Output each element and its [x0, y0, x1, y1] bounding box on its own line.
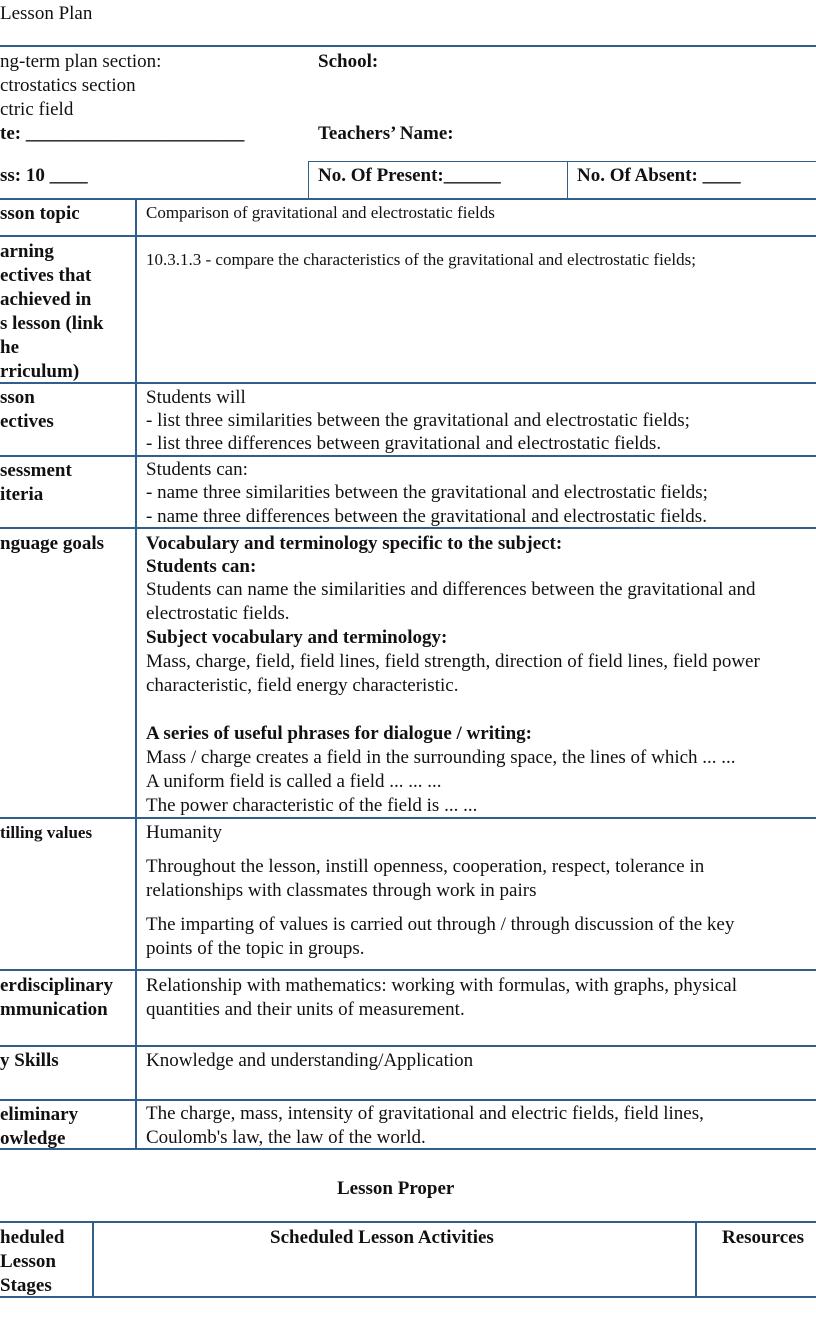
teachers-name-field: Teachers’ Name: [318, 123, 454, 144]
class-row-divider-1 [308, 161, 309, 199]
interdisciplinary-label-2: mmunication [0, 999, 108, 1020]
curriculum-objectives-label-5: he [0, 337, 19, 358]
interdisciplinary-line-2: quantities and their units of measurement. [146, 999, 465, 1020]
values-line-1: Humanity [146, 822, 222, 843]
language-line-4: characteristic, field energy characteristic. [146, 675, 459, 696]
skills-value: Knowledge and understanding/Application [146, 1050, 474, 1071]
assessment-line-1: Students can: [146, 459, 248, 480]
table-rule [0, 969, 816, 971]
language-line-5: Mass / charge creates a field in the surrounding space, the lines of which ... ... [146, 747, 736, 768]
plan-section-line-3: ctric field [0, 99, 74, 120]
lesson-proper-divider-2 [695, 1221, 697, 1298]
table-rule [0, 1099, 816, 1101]
language-goals-label: nguage goals [0, 533, 104, 554]
curriculum-objectives-label-2: ectives that [0, 265, 92, 286]
assessment-line-2: - name three similarities between the gravitational and electrostatic fields; [146, 482, 708, 503]
stages-header-line-3: Stages [0, 1275, 52, 1296]
language-line-1: Students can name the similarities and differences between the gravitational and [146, 579, 756, 600]
doc-title: Lesson Plan [0, 3, 93, 24]
lesson-objectives-label-1: sson [0, 387, 35, 408]
interdisciplinary-line-1: Relationship with mathematics: working with formulas, with graphs, physical [146, 975, 738, 996]
lesson-proper-title: Lesson Proper [337, 1178, 455, 1199]
preliminary-line-2: Coulomb's law, the law of the world. [146, 1127, 426, 1148]
curriculum-objectives-label-4: s lesson (link [0, 313, 104, 334]
table-column-divider [135, 198, 137, 1150]
stages-header-line-1: heduled [0, 1227, 65, 1248]
table-rule [0, 235, 816, 237]
activities-header: Scheduled Lesson Activities [270, 1227, 494, 1248]
preliminary-label-1: eliminary [0, 1104, 79, 1125]
class-row-divider-2 [567, 161, 568, 199]
plan-section-line-1: ng-term plan section: [0, 51, 162, 72]
preliminary-line-1: The charge, mass, intensity of gravitational and electric fields, field lines, [146, 1103, 704, 1124]
class-row-top-rule [308, 161, 816, 162]
language-line-3: Mass, charge, field, field lines, field strength, direction of field lines, field power [146, 651, 760, 672]
class-field: ss: 10 ____ [0, 165, 88, 186]
absent-field: No. Of Absent: ____ [577, 165, 741, 186]
interdisciplinary-label-1: erdisciplinary [0, 975, 113, 996]
table-rule [0, 382, 816, 384]
values-line-3: relationships with classmates through work in pairs [146, 880, 537, 901]
language-heading-phrases: A series of useful phrases for dialogue / writing: [146, 723, 532, 744]
lesson-objectives-label-2: ectives [0, 411, 54, 432]
school-field: School: [318, 51, 379, 72]
table-rule [0, 1045, 816, 1047]
curriculum-objectives-label-6: rriculum) [0, 361, 80, 382]
skills-label: y Skills [0, 1050, 59, 1071]
assessment-label-1: sessment [0, 460, 72, 481]
present-field: No. Of Present:______ [318, 165, 501, 186]
topic-value: Comparison of gravitational and electrostatic fields [146, 203, 495, 222]
topic-label: sson topic [0, 203, 80, 224]
lesson-objectives-line-3: - list three differences between gravitational and electrostatic fields. [146, 433, 662, 454]
assessment-line-3: - name three differences between the gravitational and electrostatic fields. [146, 506, 707, 527]
curriculum-objectives-label-1: arning [0, 241, 54, 262]
language-line-2: electrostatic fields. [146, 603, 290, 624]
values-line-5: points of the topic in groups. [146, 938, 365, 959]
curriculum-objectives-label-3: achieved in [0, 289, 92, 310]
curriculum-objectives-value: 10.3.1.3 - compare the characteristics of the gravitational and electrostatic fields; [146, 250, 696, 269]
language-heading-subject-vocabulary: Subject vocabulary and terminology: [146, 627, 448, 648]
stages-header-line-2: Lesson [0, 1251, 56, 1272]
header-top-rule [0, 45, 816, 47]
lesson-proper-divider-1 [92, 1221, 94, 1298]
language-line-7: The power characteristic of the field is ... ... [146, 795, 478, 816]
lesson-objectives-line-2: - list three similarities between the gravitational and electrostatic fields; [146, 410, 690, 431]
table-rule [0, 198, 816, 200]
preliminary-label-2: owledge [0, 1128, 66, 1149]
values-label: tilling values [0, 823, 93, 842]
plan-section-line-2: ctrostatics section [0, 75, 136, 96]
language-line-6: A uniform field is called a field ... ... ... [146, 771, 442, 792]
date-field: te: _______________________ [0, 123, 245, 144]
values-line-4: The imparting of values is carried out through / through discussion of the key [146, 914, 735, 935]
assessment-label-2: iteria [0, 484, 44, 505]
lesson-proper-top-rule [0, 1221, 816, 1223]
language-heading-students-can: Students can: [146, 556, 257, 577]
lesson-objectives-line-1: Students will [146, 387, 246, 408]
resources-header: Resources [722, 1227, 804, 1248]
language-heading-vocabulary: Vocabulary and terminology specific to the subject: [146, 533, 563, 554]
values-line-2: Throughout the lesson, instill openness, cooperation, respect, tolerance in [146, 856, 705, 877]
lesson-proper-bottom-rule [0, 1296, 816, 1298]
